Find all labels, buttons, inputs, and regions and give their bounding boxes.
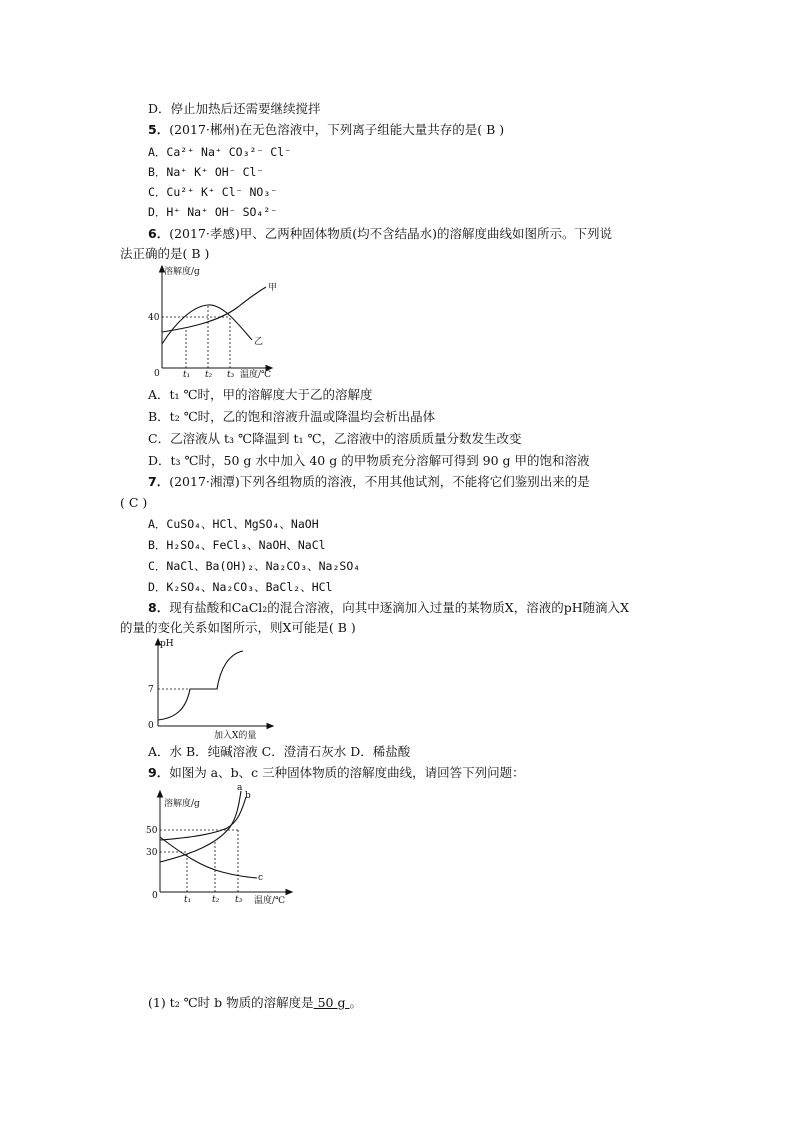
- y-tick-7: 7: [148, 685, 154, 695]
- curve-label-c: c: [258, 873, 264, 883]
- question-6-option-d: D．t₃ ℃时，50 g 水中加入 40 g 的甲物质充分溶解可得到 90 g 甲的饱和溶液: [148, 453, 590, 468]
- question-6: [148, 226, 612, 242]
- y-axis-label: 溶解度/g: [164, 799, 200, 809]
- question-9: [148, 765, 525, 781]
- question-8-options: A．水 B．纯碱溶液 C．澄清石灰水 D．稀盐酸: [148, 744, 411, 759]
- q4-option-d: D．停止加热后还需要继续搅拌: [148, 101, 321, 116]
- y-tick-50: 50: [146, 826, 158, 836]
- x-axis-label: 温度/℃: [254, 896, 286, 906]
- curve-label-yi: 乙: [254, 337, 264, 347]
- question-7-option-c: C．NaCl、Ba(OH)₂、Na₂CO₃、Na₂SO₄: [148, 559, 361, 573]
- x-axis-arrow: [286, 890, 292, 895]
- y-tick-40: 40: [148, 313, 160, 323]
- curve-label-b: b: [245, 791, 251, 801]
- origin-label: 0: [154, 369, 160, 379]
- origin-label: 0: [152, 891, 158, 901]
- y-axis-label: 溶解度/g: [164, 267, 200, 277]
- curve-yi: [162, 305, 252, 344]
- ph-curve: [158, 651, 243, 720]
- question-7-number: 7．: [148, 474, 170, 489]
- x-axis-arrow: [267, 724, 273, 729]
- x-tick-t3: t₃: [227, 370, 235, 380]
- x-axis-label: 加入X的量: [214, 731, 257, 741]
- question-8-number: 8．: [148, 600, 170, 615]
- question-7: [148, 474, 590, 490]
- question-7-stem-cont: ( C ): [120, 495, 148, 510]
- question-6-stem: (2017·孝感)甲、乙两种固体物质(均不含结晶水)的溶解度曲线如图所示。下列说: [169, 226, 612, 241]
- question-8: [148, 600, 629, 616]
- question-8-stem-cont: 的量的变化关系如图所示，则X可能是( B ): [120, 620, 356, 635]
- x-tick-t2: t₂: [205, 370, 213, 380]
- curve-label-jia: 甲: [268, 283, 278, 293]
- question-9-part-1-end: 。: [349, 995, 362, 1010]
- x-axis-label: 温度/℃: [240, 370, 272, 380]
- x-tick-t2: t₂: [212, 895, 220, 905]
- curve-jia: [162, 287, 266, 332]
- x-tick-t3: t₃: [235, 895, 243, 905]
- question-6-option-c: C．乙溶液从 t₃ ℃降温到 t₁ ℃，乙溶液中的溶质质量分数发生改变: [148, 431, 522, 446]
- ph-chart-q8: [140, 634, 280, 742]
- origin-label: 0: [148, 721, 154, 731]
- question-9-part-1-answer: 50 g: [313, 995, 350, 1010]
- curve-label-a: a: [237, 783, 243, 793]
- solubility-chart-q6: [148, 262, 283, 380]
- question-6-number: 6．: [148, 226, 170, 241]
- question-9-stem: 如图为 a、b、c 三种固体物质的溶解度曲线，请回答下列问题：: [169, 765, 525, 780]
- question-7-stem: (2017·湘潭)下列各组物质的溶液，不用其他试剂，不能将它们鉴别出来的是: [169, 474, 590, 489]
- question-5-option-a: A．Ca²⁺ Na⁺ CO₃²⁻ Cl⁻: [148, 145, 292, 159]
- y-axis-arrow: [158, 791, 163, 797]
- question-9-part-1-stem: (1) t₂ ℃时 b 物质的溶解度是: [148, 995, 314, 1010]
- y-tick-30: 30: [146, 848, 158, 858]
- x-tick-t1: t₁: [184, 895, 192, 905]
- question-6-stem-cont: 法正确的是( B ): [120, 246, 210, 261]
- question-5-option-d: D．H⁺ Na⁺ OH⁻ SO₄²⁻: [148, 205, 278, 219]
- x-tick-t1: t₁: [183, 370, 191, 380]
- question-6-option-a: A．t₁ ℃时，甲的溶解度大于乙的溶解度: [148, 387, 373, 402]
- question-6-option-b: B．t₂ ℃时，乙的饱和溶液升温或降温均会析出晶体: [148, 409, 436, 424]
- question-7-option-d: D．K₂SO₄、Na₂CO₃、BaCl₂、HCl: [148, 580, 333, 594]
- question-8-stem: 现有盐酸和CaCl₂的混合溶液，向其中逐滴加入过量的某物质X，溶液的pH随滴入X: [169, 600, 629, 615]
- solubility-chart-q9: [142, 782, 302, 908]
- question-5: [148, 122, 504, 138]
- question-9-number: 9．: [148, 765, 170, 780]
- question-5-number: 5．: [148, 122, 170, 137]
- question-7-option-b: B．H₂SO₄、FeCl₃、NaOH、NaCl: [148, 538, 326, 552]
- question-9-part-1: [148, 995, 362, 1011]
- y-axis-label: pH: [160, 639, 174, 649]
- question-5-option-c: C．Cu²⁺ K⁺ Cl⁻ NO₃⁻: [148, 185, 278, 199]
- question-5-stem: (2017·郴州)在无色溶液中，下列离子组能大量共存的是( B ): [169, 122, 505, 137]
- question-5-option-b: B．Na⁺ K⁺ OH⁻ Cl⁻: [148, 165, 264, 179]
- question-7-option-a: A．CuSO₄、HCl、MgSO₄、NaOH: [148, 517, 319, 531]
